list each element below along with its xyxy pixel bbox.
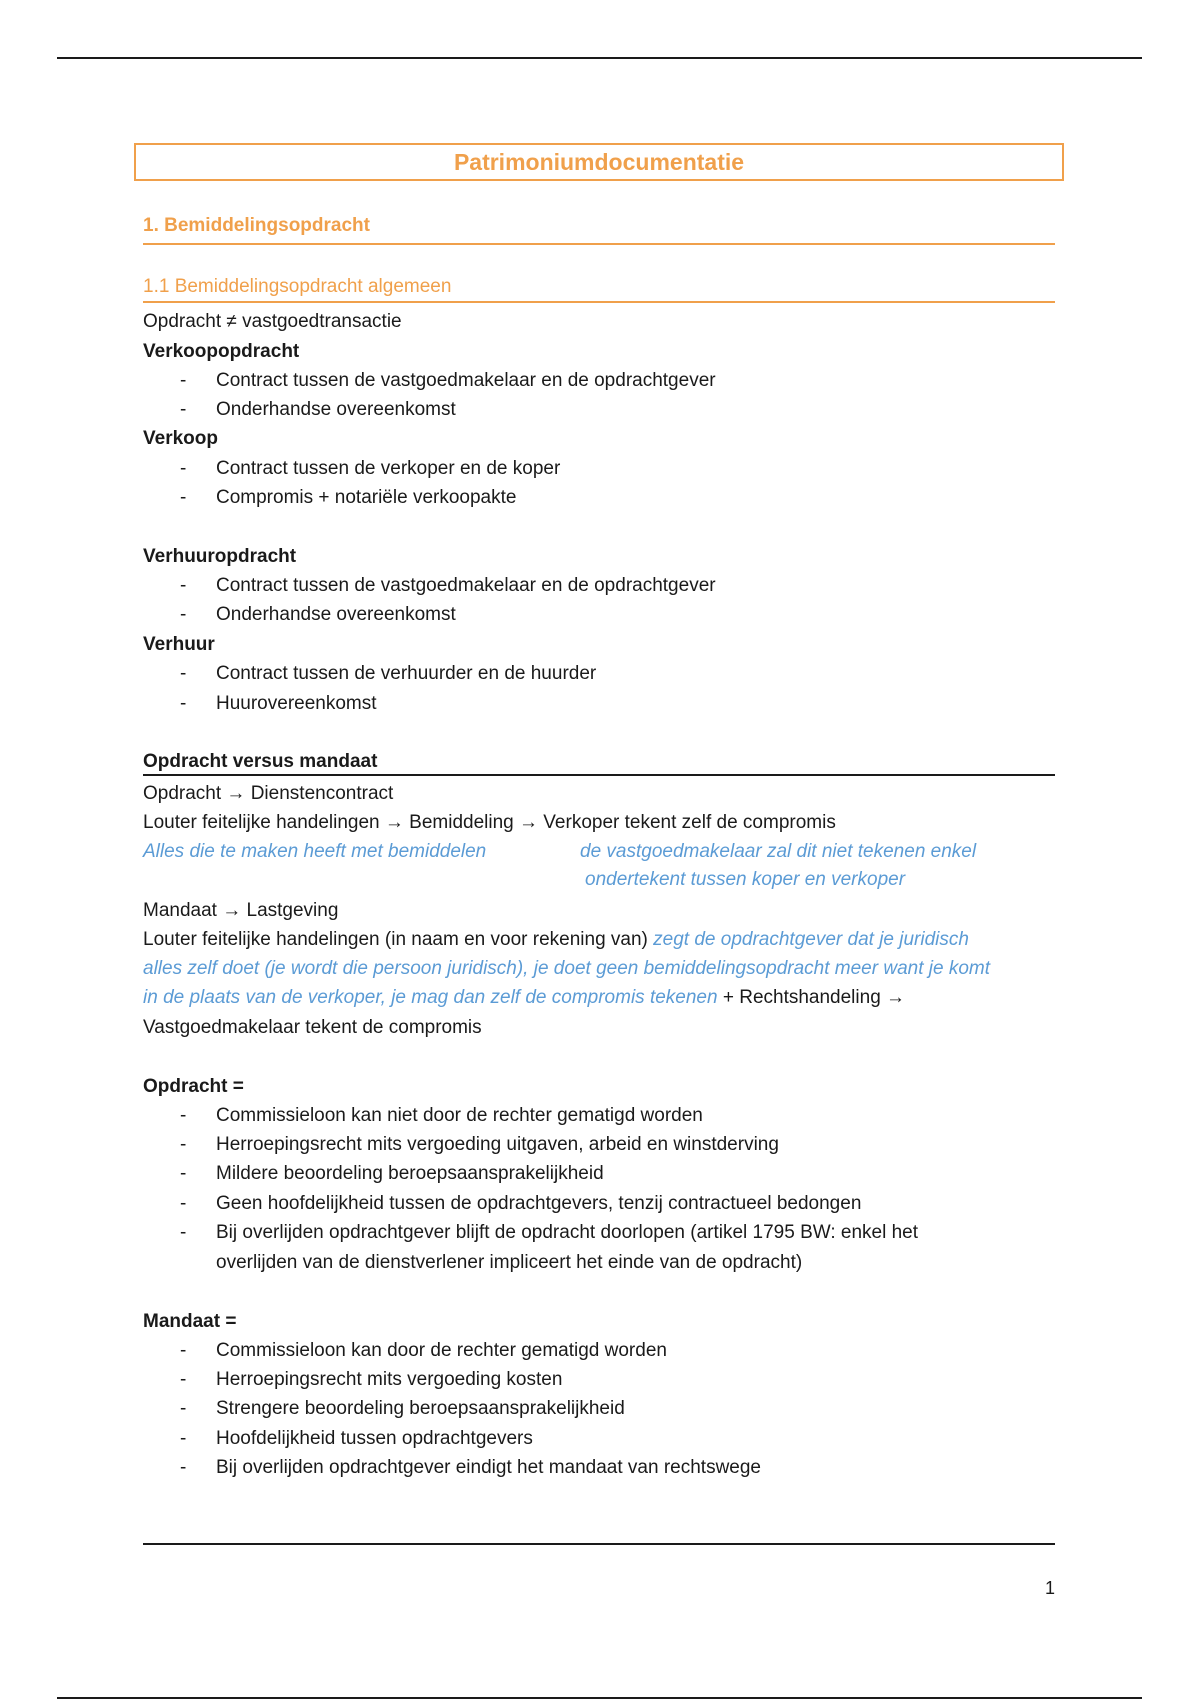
versus-line-7: Vastgoedmakelaar tekent de compromis (143, 1017, 482, 1038)
versus-line-2: Louter feitelijke handelingen → Bemiddeling → Verkoper tekent zelf de compromis (143, 812, 836, 833)
note-left: Alles die te maken heeft met bemiddelen (143, 841, 487, 862)
footer-rule (143, 1543, 1055, 1545)
list-item: - Bij overlijden opdrachtgever eindigt het mandaat van rechtswege (180, 1457, 761, 1478)
list-item: - Contract tussen de vastgoedmakelaar en de opdrachtgever (180, 575, 716, 596)
list-item-continued: overlijden van de dienstverlener impliceert het einde van de opdracht) (216, 1252, 803, 1273)
note-right-2: ondertekent tussen koper en verkoper (585, 869, 906, 890)
mandaat-heading: Mandaat = (143, 1311, 237, 1332)
versus-line-6: in de plaats van de verkoper, je mag dan zelf de compromis tekenen + Rechtshandeling → (143, 987, 906, 1008)
list-item: - Geen hoofdelijkheid tussen de opdrachtgevers, tenzij contractueel bedongen (180, 1193, 862, 1214)
heading-1: 1. Bemiddelingsopdracht (143, 215, 1055, 245)
list-item: - Herroepingsrecht mits vergoeding kosten (180, 1369, 563, 1390)
verhuuropdracht-heading: Verhuuropdracht (143, 546, 297, 567)
versus-line-4: Louter feitelijke handelingen (in naam en voor rekening van) zegt de opdrachtgever dat je juridisch (143, 929, 969, 950)
list-item: - Herroepingsrecht mits vergoeding uitgaven, arbeid en winstderving (180, 1134, 779, 1155)
verhuur-heading: Verhuur (143, 634, 215, 655)
list-item: - Bij overlijden opdrachtgever blijft de opdracht doorlopen (artikel 1795 BW: enkel het (180, 1222, 919, 1243)
list-item: - Contract tussen de vastgoedmakelaar en de opdrachtgever (180, 370, 716, 391)
document-title: Patrimoniumdocumentatie (453, 148, 745, 175)
list-item: - Contract tussen de verhuurder en de huurder (180, 663, 597, 684)
opdracht-heading: Opdracht = (143, 1076, 244, 1097)
page-bottom-rule (57, 1697, 1142, 1699)
page-top-rule (57, 57, 1142, 59)
title-box (134, 143, 1064, 181)
versus-heading: Opdracht versus mandaat (143, 750, 1055, 776)
verkoopopdracht-heading: Verkoopopdracht (143, 341, 300, 362)
list-item: - Commissieloon kan door de rechter gematigd worden (180, 1340, 667, 1361)
list-item: - Mildere beoordeling beroepsaansprakelijkheid (180, 1163, 604, 1184)
heading-1-1: 1.1 Bemiddelingsopdracht algemeen (143, 276, 1055, 303)
list-item: - Onderhandse overeenkomst (180, 399, 456, 420)
list-item: - Commissieloon kan niet door de rechter gematigd worden (180, 1105, 703, 1126)
versus-line-1: Opdracht → Dienstencontract (143, 783, 394, 804)
list-item: - Huurovereenkomst (180, 693, 377, 714)
note-right-1: de vastgoedmakelaar zal dit niet tekenen enkel (580, 841, 977, 862)
list-item: - Contract tussen de verkoper en de koper (180, 458, 561, 479)
intro-line: Opdracht ≠ vastgoedtransactie (143, 311, 402, 332)
list-item: - Strengere beoordeling beroepsaansprakelijkheid (180, 1398, 625, 1419)
page-number: 1 (1045, 1578, 1056, 1598)
verkoop-heading: Verkoop (143, 428, 218, 449)
list-item: - Hoofdelijkheid tussen opdrachtgevers (180, 1428, 533, 1449)
list-item: - Compromis + notariële verkoopakte (180, 487, 517, 508)
list-item: - Onderhandse overeenkomst (180, 604, 456, 625)
versus-line-5: alles zelf doet (je wordt die persoon juridisch), je doet geen bemiddelingsopdracht meer want je komt (143, 958, 991, 979)
versus-line-3: Mandaat → Lastgeving (143, 900, 339, 921)
